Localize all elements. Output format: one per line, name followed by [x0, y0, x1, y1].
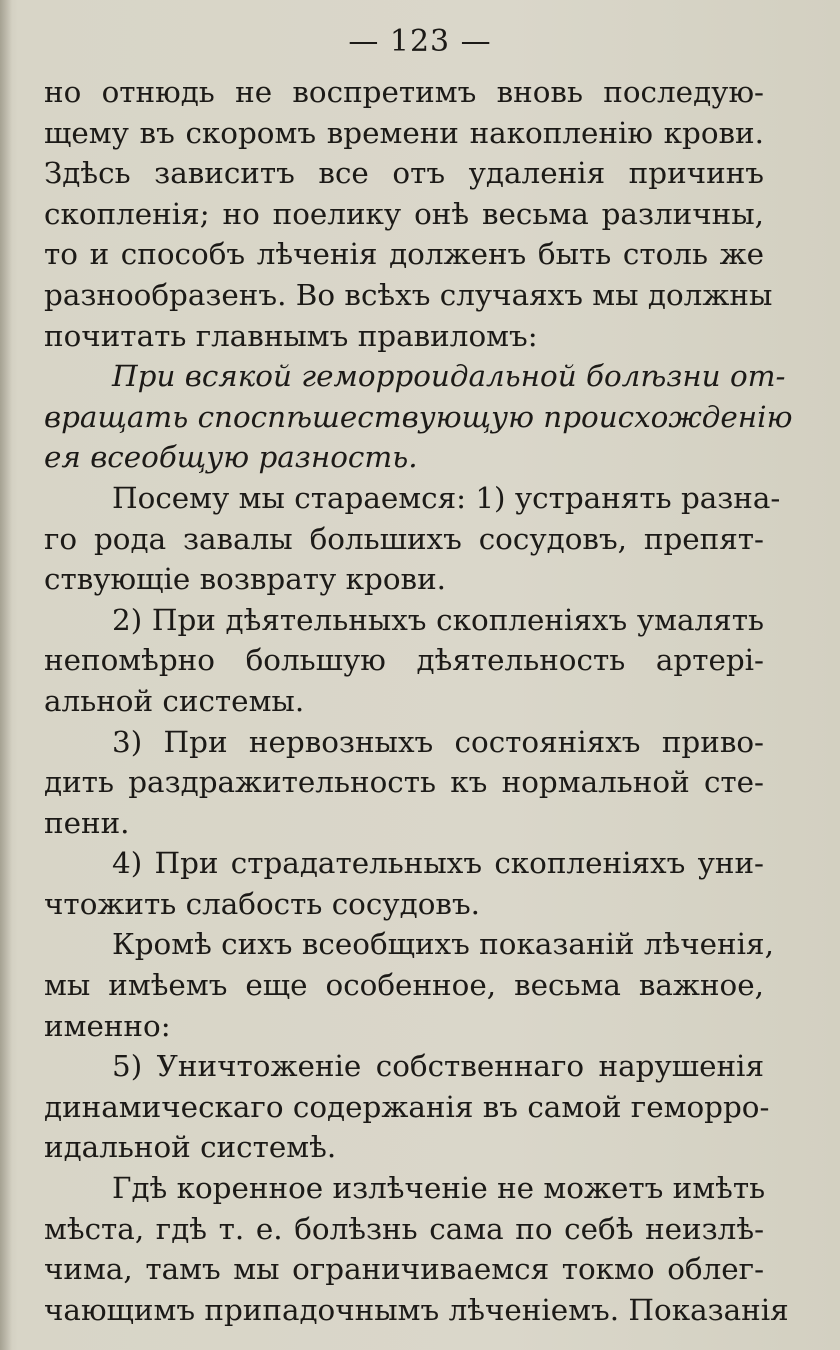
list-item-line: непомѣрно большую дѣятельность артері- — [44, 643, 764, 678]
text-line: чима, тамъ мы ограничиваемся токмо облег- — [44, 1252, 764, 1287]
text-line: мы имѣемъ еще особенное, весьма важное, — [44, 968, 764, 1003]
list-item-line: 5) Уничтоженіе собственнаго нарушенія — [112, 1049, 764, 1084]
italic-rule-line: вращать споспѣшествующую происхожденію — [44, 399, 793, 434]
list-item-line: 4) При страдательныхъ скопленіяхъ уни- — [112, 846, 764, 881]
text-line: щему въ скоромъ времени накопленію крови. — [44, 115, 764, 150]
text-line: Здѣсь зависитъ все отъ удаленія причинъ — [44, 156, 764, 191]
list-item-line: динамическаго содержанія въ самой геморро- — [44, 1089, 770, 1124]
text-line: го рода завалы большихъ сосудовъ, препят- — [44, 521, 764, 556]
body-text — [44, 72, 793, 1330]
text-line: Посему мы стараемся: 1) устранять разна- — [112, 480, 781, 515]
text-line: мѣста, гдѣ т. е. болѣзнь сама по себѣ неизлѣ- — [44, 1211, 764, 1246]
text-line: чающимъ припадочнымъ лѣченіемъ. Показанія — [44, 1292, 789, 1327]
list-item-line: 2) При дѣятельныхъ скопленіяхъ умалять — [112, 602, 764, 637]
italic-rule-line: ея всеобщую разность. — [44, 440, 418, 475]
text-line: но отнюдь не воспретимъ вновь последую- — [44, 75, 764, 109]
text-line: ствующіе возврату крови. — [44, 562, 447, 597]
page-gutter-shadow — [0, 0, 12, 1350]
list-item-line: дить раздражительность къ нормальной сте- — [44, 765, 764, 800]
text-line: скопленія; но поелику онѣ весьма различны, — [44, 196, 764, 231]
list-item-line: идальной системѣ. — [44, 1130, 337, 1165]
list-item-line: альной системы. — [44, 683, 305, 718]
text-line: именно: — [44, 1008, 171, 1043]
text-line: разнообразенъ. Во всѣхъ случаяхъ мы должны — [44, 277, 773, 312]
list-item-line: чтожить слабость сосудовъ. — [44, 886, 481, 921]
text-line: то и способъ лѣченія долженъ быть столь же — [44, 237, 764, 272]
page-number: — 123 — — [348, 24, 492, 59]
list-item-line: пени. — [44, 805, 130, 840]
italic-rule-line: При всякой геморроидальной болѣзни от- — [112, 359, 786, 394]
text-line: почитать главнымъ правиломъ: — [44, 318, 538, 353]
list-item-line: 3) При нервозныхъ состояніяхъ приво- — [112, 724, 764, 759]
text-line: Кромѣ сихъ всеобщихъ показаній лѣченія, — [112, 927, 774, 962]
text-line: Гдѣ коренное излѣченіе не можетъ имѣть — [112, 1171, 766, 1206]
